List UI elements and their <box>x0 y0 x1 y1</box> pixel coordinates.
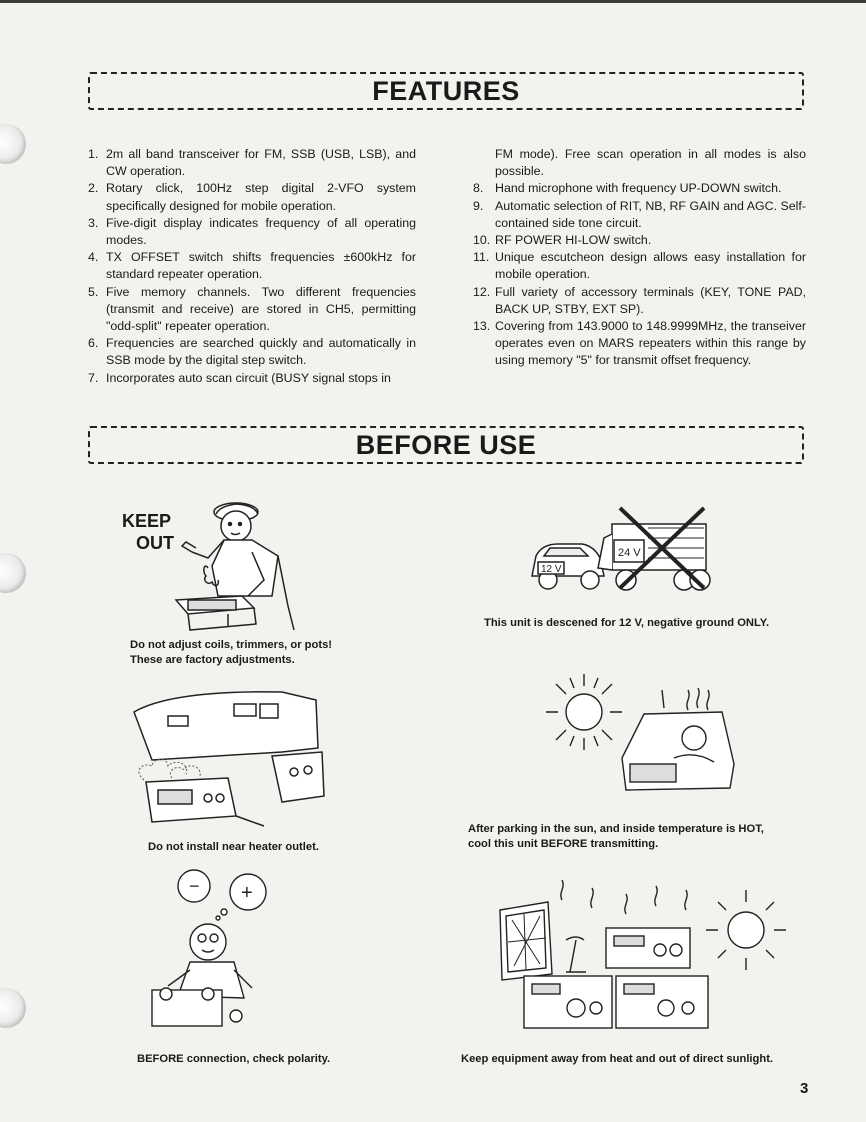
feature-text: Frequencies are searched quickly and automatically in SSB mode by the digital step switch. <box>106 336 416 368</box>
feature-number: 12. <box>473 284 491 299</box>
features-heading: FEATURES <box>366 76 526 107</box>
feature-number: 8. <box>473 181 484 196</box>
ground-caption: This unit is descened for 12 V, negative ground ONLY. <box>484 617 770 629</box>
feature-item <box>88 370 416 387</box>
vehicles-illustration <box>528 504 718 600</box>
heat-caption: Keep equipment away from heat and out of direct sunlight. <box>461 1053 774 1065</box>
feature-number: 3. <box>88 215 99 230</box>
features-right-column <box>473 146 806 370</box>
battery-polarity-illustration <box>148 866 298 1036</box>
keep-word: KEEP <box>122 511 172 531</box>
sun-caption-line1: After parking in the sun, and inside temperature is HOT, <box>468 823 764 835</box>
features-right-list <box>473 146 806 180</box>
coils-caption-line1: Do not adjust coils, trimmers, or pots! <box>130 639 333 651</box>
feature-item <box>473 249 806 283</box>
heater-caption: Do not install near heater outlet. <box>148 841 319 853</box>
feature-number: 1. <box>88 147 99 161</box>
feature-item <box>473 198 806 232</box>
feature-number: 13. <box>473 319 491 334</box>
keep-out-label <box>122 510 174 554</box>
feature-text: TX OFFSET switch shifts frequencies ±600kHz for standard repeater operation. <box>106 250 416 282</box>
features-left-column <box>88 146 416 387</box>
plus-thought-label: + <box>241 882 253 904</box>
minus-thought-label: − <box>189 876 200 896</box>
binder-hole-icon <box>0 988 26 1028</box>
feature-number: 7. <box>88 370 99 385</box>
feature-text: Five-digit display indicates frequency of all operating modes. <box>106 215 416 248</box>
feature-number: 2. <box>88 181 99 196</box>
technician-illustration <box>168 496 298 632</box>
feature-item <box>88 249 416 283</box>
feature-text: Hand microphone with frequency UP-DOWN switch. <box>495 181 782 196</box>
feature-number: 6. <box>88 336 99 351</box>
feature-item <box>473 232 806 249</box>
page-top-edge <box>0 0 866 3</box>
feature-text: Covering from 143.9000 to 148.9999MHz, the transeiver operates even on MARS repeaters within this range by using memory "5" for transmit offset frequency. <box>495 319 806 368</box>
feature-item <box>88 180 416 214</box>
page-number: 3 <box>800 1080 809 1097</box>
feature-text: Unique escutcheon design allows easy installation for mobile operation. <box>495 250 806 282</box>
feature-item <box>88 146 416 180</box>
feature-text: 2m all band transceiver for FM, SSB (USB, LSB), and CW operation. <box>106 147 416 179</box>
sun-caption <box>468 822 764 852</box>
before-use-heading: BEFORE USE <box>350 430 543 461</box>
features-right-list-items <box>473 180 806 369</box>
out-word: OUT <box>136 533 174 553</box>
sun-car-illustration <box>544 672 744 808</box>
feature-continuation: FM mode). Free scan operation in all modes is also possible. <box>495 147 806 179</box>
feature-text: Full variety of accessory terminals (KEY, TONE PAD, BACK UP, STBY, EXT SP). <box>495 284 806 316</box>
sunlight-equipment-illustration <box>496 880 796 1040</box>
feature-item <box>88 284 416 336</box>
feature-text: RF POWER HI-LOW switch. <box>495 233 652 248</box>
features-left-list <box>88 146 416 387</box>
feature-number: 4. <box>88 250 99 265</box>
feature-item <box>88 335 416 369</box>
sun-caption-line2: cool this unit BEFORE transmitting. <box>468 838 659 850</box>
binder-hole-icon <box>0 553 26 593</box>
car-voltage-label: 12 V <box>541 564 562 575</box>
feature-text: Rotary click, 100Hz step digital 2-VFO system specifically designed for mobile operation. <box>106 181 416 213</box>
features-banner <box>88 72 804 110</box>
coils-caption <box>130 638 332 668</box>
before-use-banner <box>88 426 804 464</box>
coils-caption-line2: These are factory adjustments. <box>130 654 295 666</box>
feature-number: 5. <box>88 284 99 299</box>
feature-number: 11. <box>473 250 490 265</box>
feature-number: 9. <box>473 198 484 213</box>
feature-number: 10. <box>473 233 491 248</box>
dashboard-illustration <box>132 686 328 834</box>
truck-voltage-label: 24 V <box>618 547 641 559</box>
binder-hole-icon <box>0 124 26 164</box>
feature-text: Five memory channels. Two different frequencies (transmit and receive) are stored in CH5, permitting "odd-split" repeater operation. <box>106 284 416 334</box>
feature-item <box>88 215 416 249</box>
feature-text: Automatic selection of RIT, NB, RF GAIN and AGC. Self-contained side tone circuit. <box>495 198 806 230</box>
polarity-caption: BEFORE connection, check polarity. <box>137 1053 331 1065</box>
feature-text: Incorporates auto scan circuit (BUSY signal stops in <box>106 370 391 385</box>
feature-item <box>473 318 806 370</box>
feature-item <box>473 180 806 197</box>
feature-item <box>473 284 806 318</box>
